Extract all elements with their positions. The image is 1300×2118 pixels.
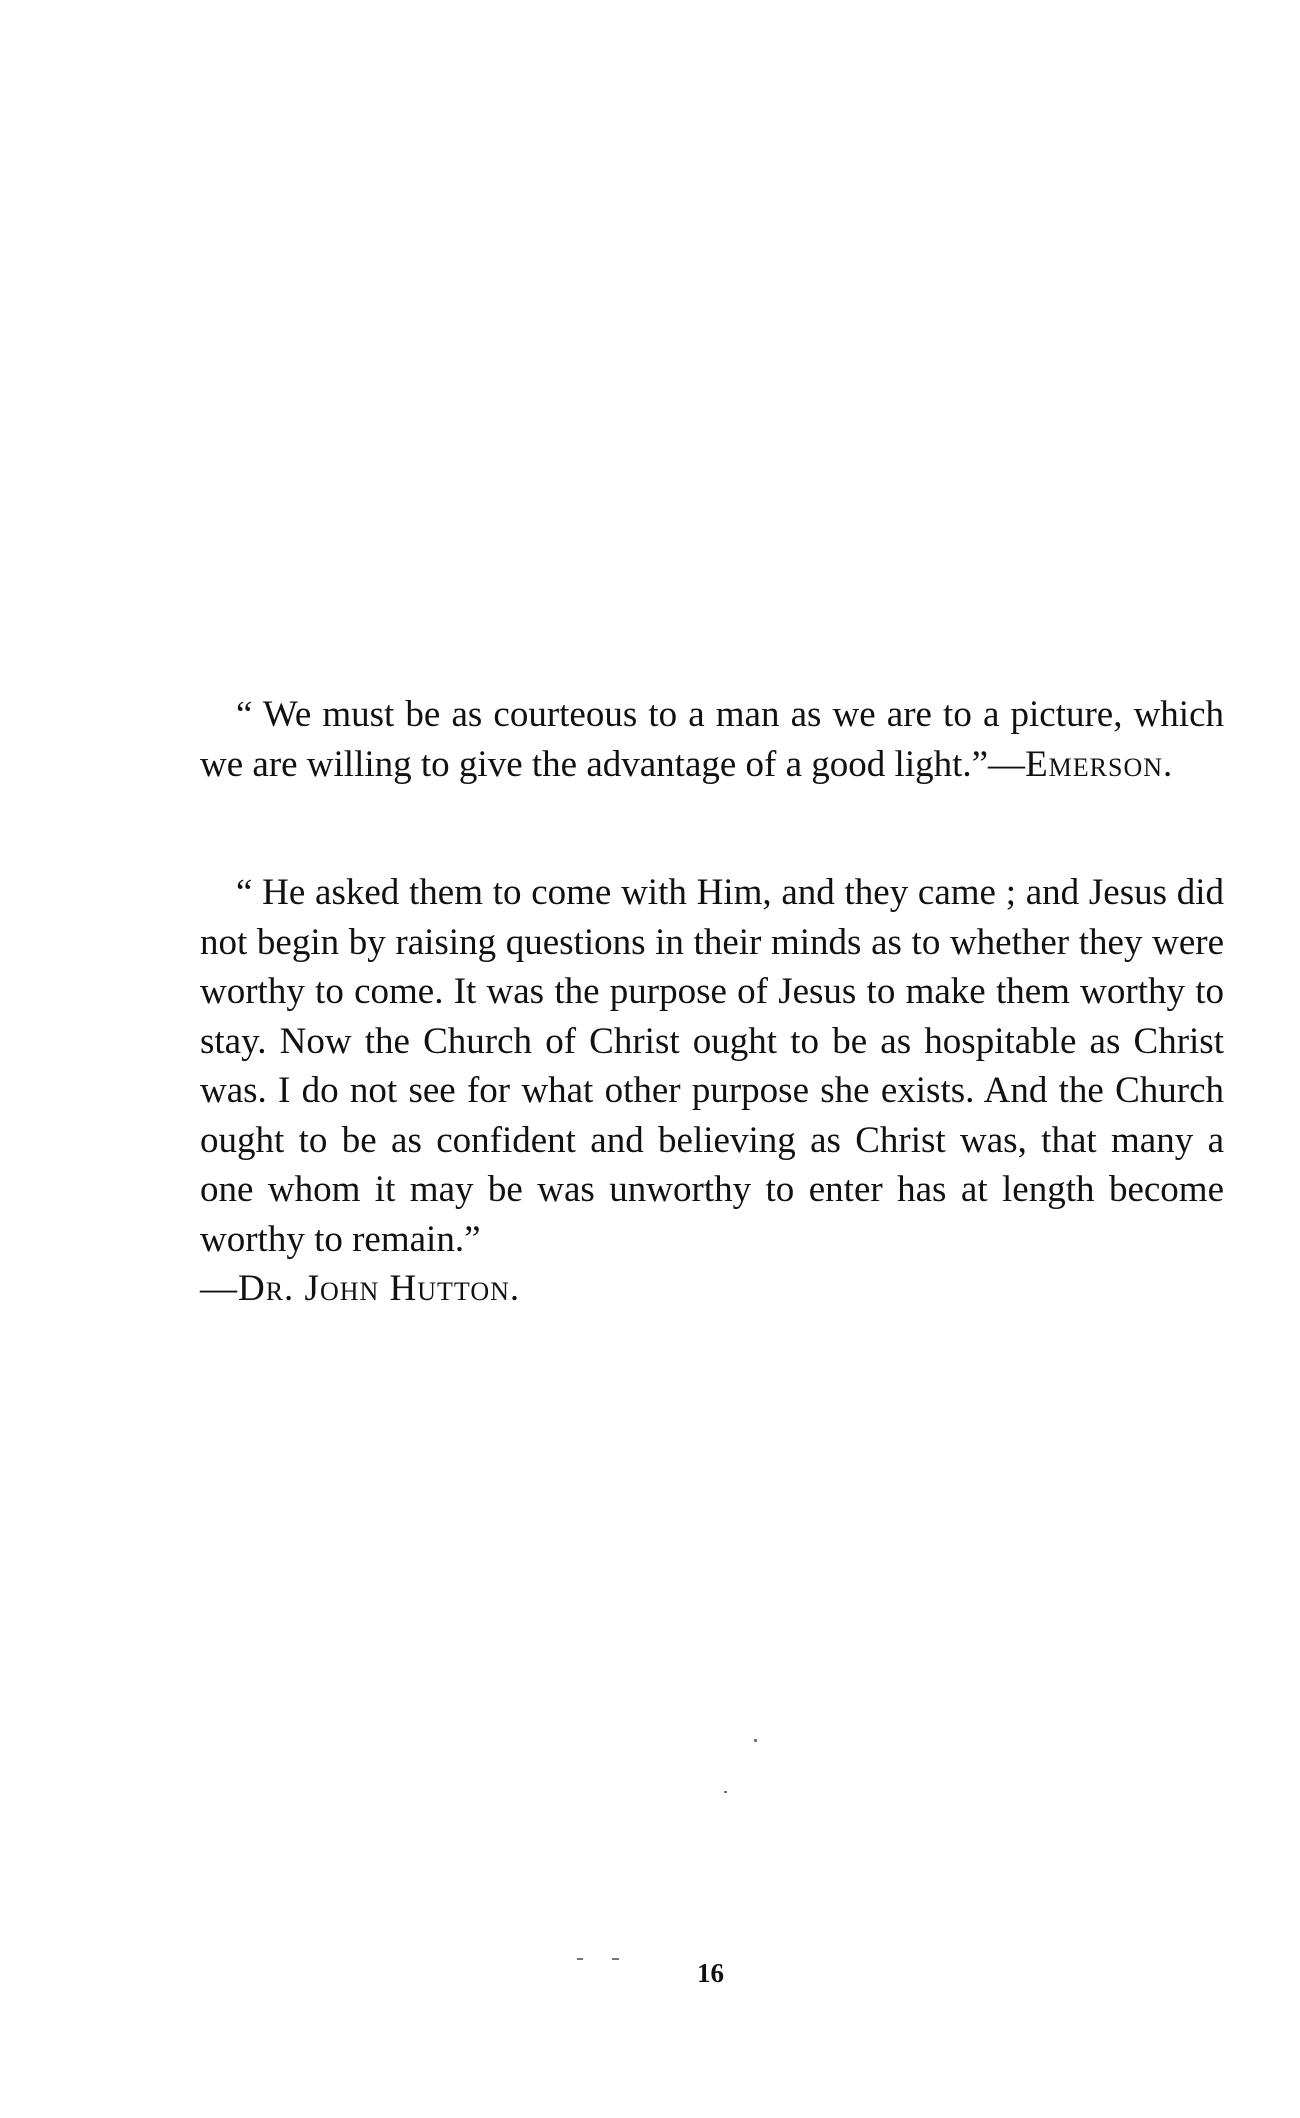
hutton-quote <box>200 868 1224 1314</box>
scan-speck <box>724 1791 727 1793</box>
page-number: 16 <box>697 1958 724 1988</box>
emerson-attribution: Emerson. <box>1025 743 1174 785</box>
hutton-attribution: —Dr. John Hutton. <box>200 1268 521 1309</box>
scan-speck <box>754 1739 757 1742</box>
emerson-quote-text: “ We must be as courteous to a man as we are to a picture, which we are willing to give the advantage of a good light.”— <box>200 694 1224 785</box>
scan-speck <box>612 1958 619 1960</box>
emerson-quote <box>200 690 1224 789</box>
hutton-quote-paragraph <box>200 868 1224 1314</box>
emerson-quote-paragraph <box>200 690 1224 789</box>
hutton-quote-text: “ He asked them to come with Him, and they came ; and Jesus did not begin by raising questions in their minds as to whether they were worthy to come. It was the purpose of Jesus to make them worthy to stay. Now the Church of Christ ought to be as hospitable as Christ was. I do not see for what other purpose she exists. And the Church ought to be as confident and believing as Christ was, that many a one whom it may be was unworthy to enter has at length become worthy to remain.” <box>200 872 1224 1260</box>
scan-speck <box>577 1958 583 1960</box>
